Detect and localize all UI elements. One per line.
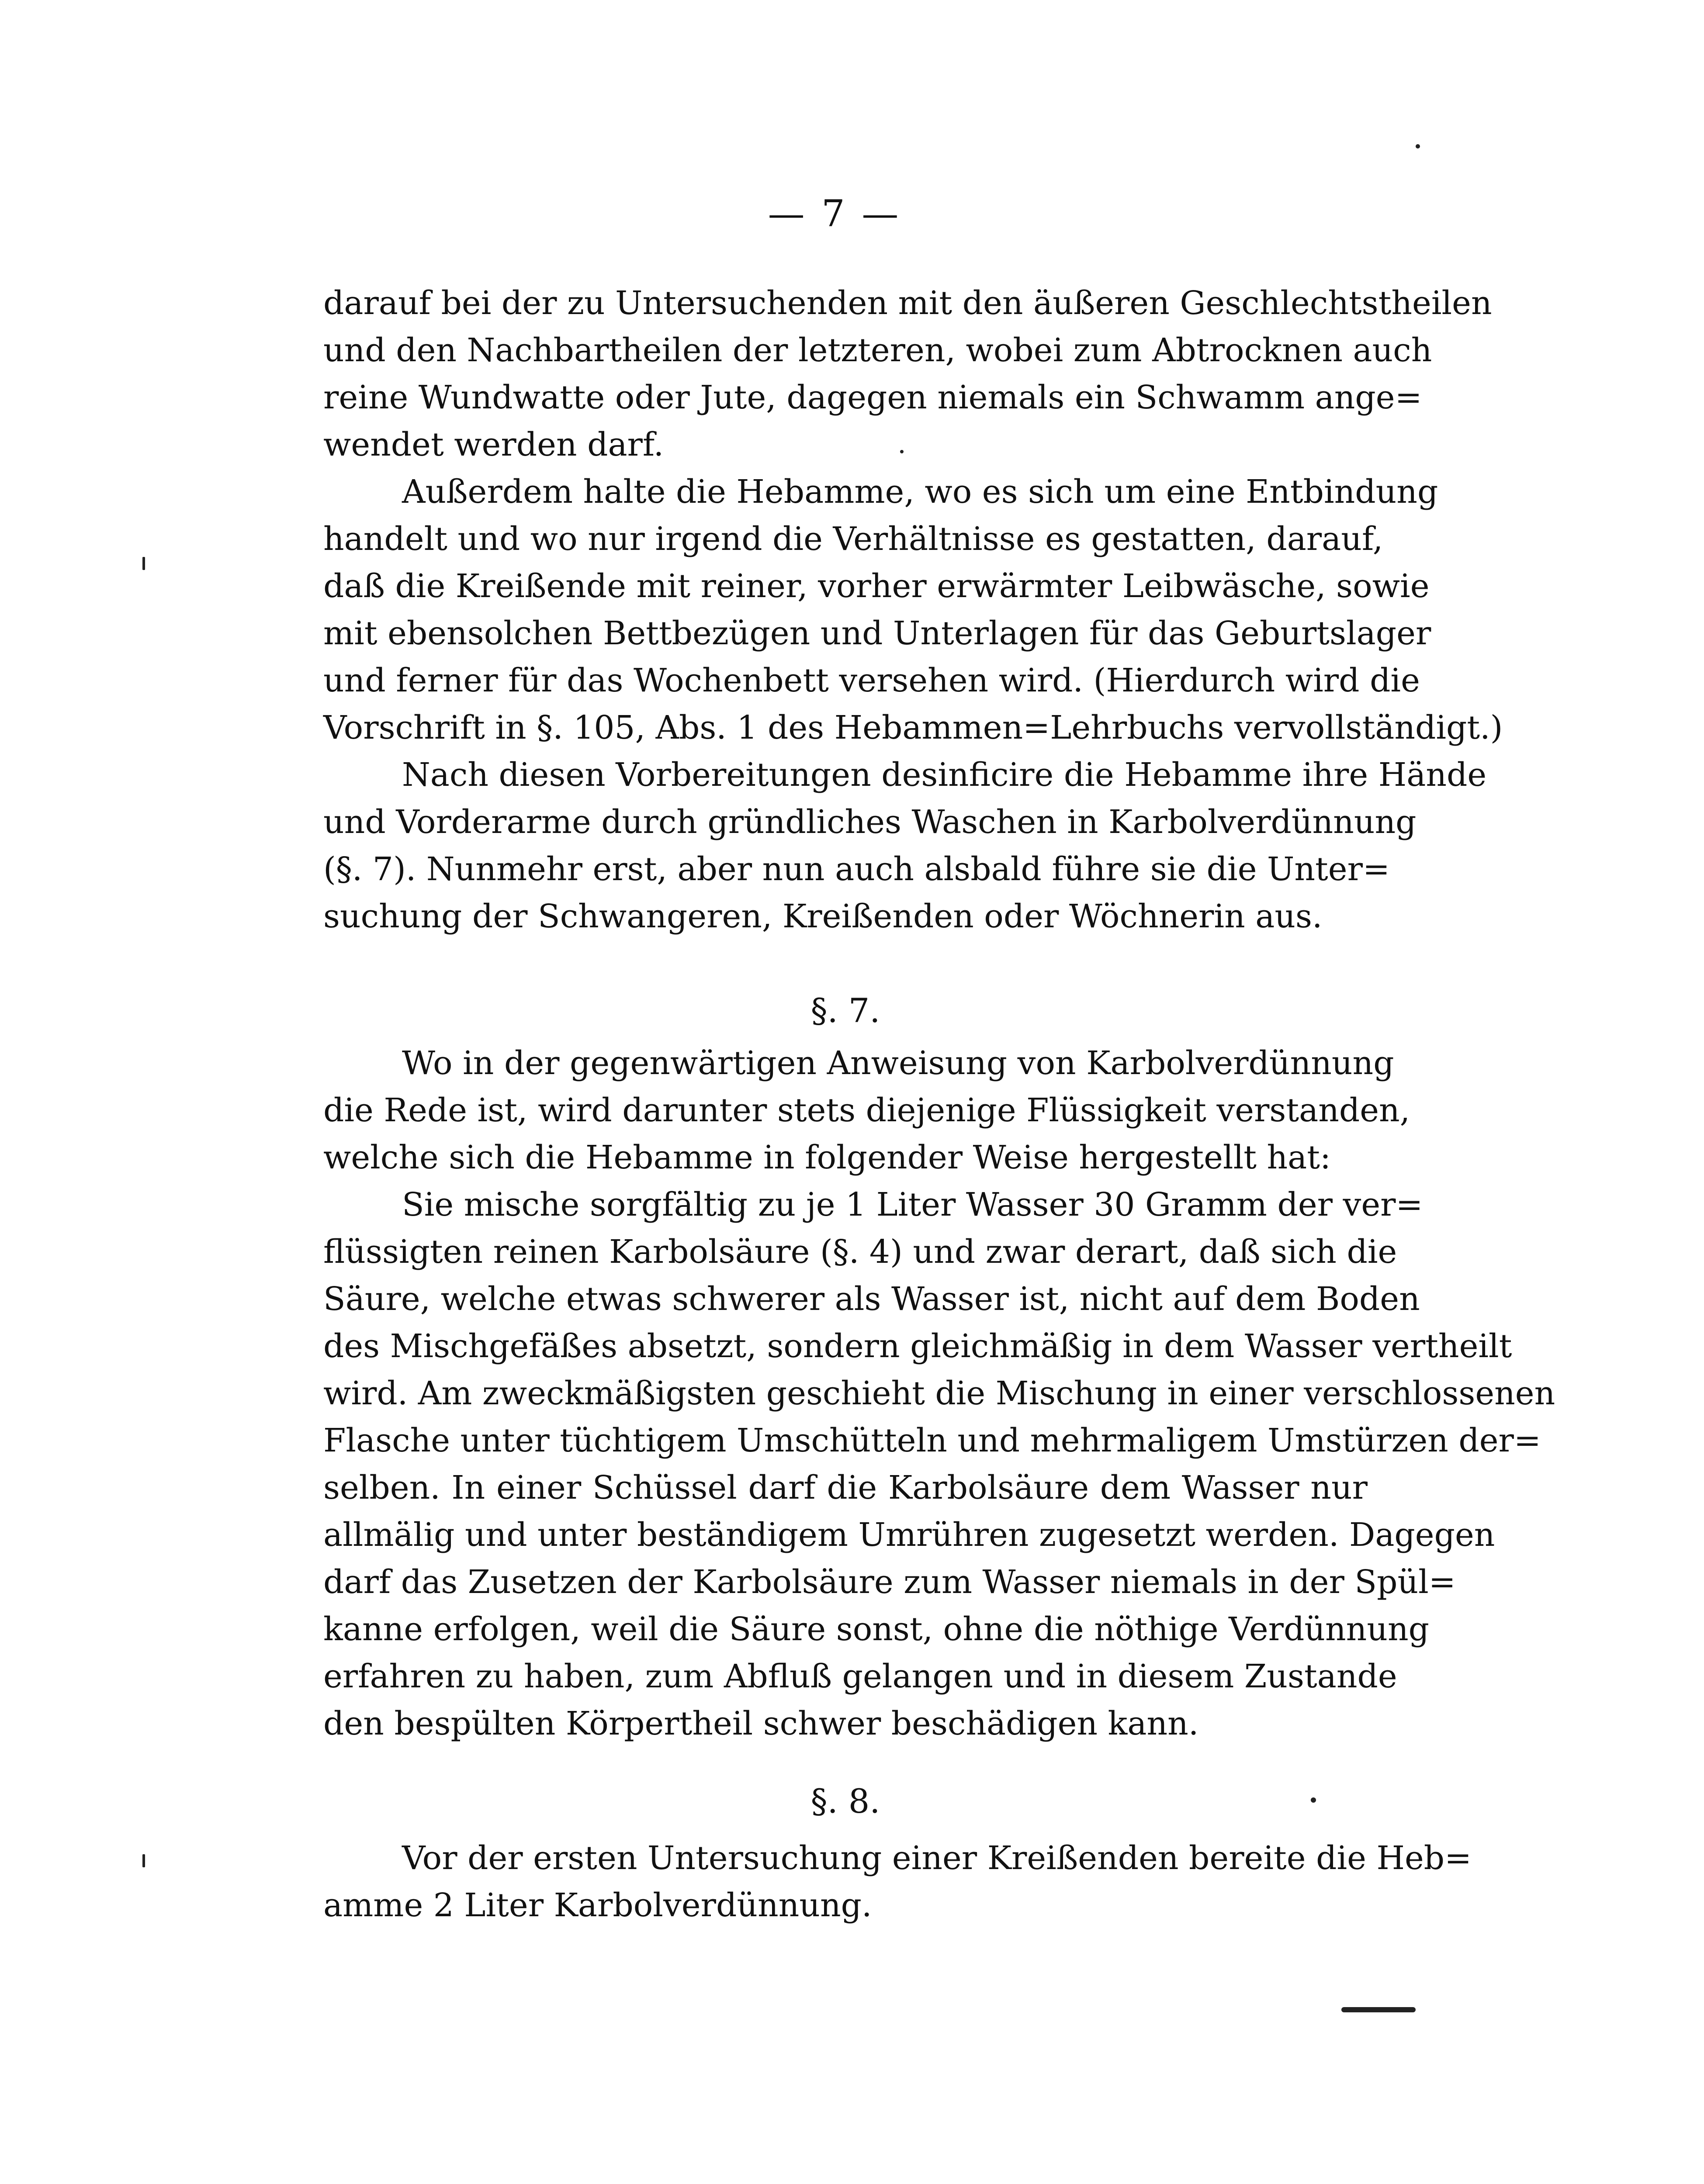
text-line: Sie mische sorgfältig zu je 1 Liter Wasser 30 Gramm der ver= xyxy=(402,1186,1423,1223)
text-line: den bespülten Körpertheil schwer beschädigen kann. xyxy=(323,1705,1199,1742)
text-line: und den Nachbartheilen der letzteren, wobei zum Abtrocknen auch xyxy=(323,332,1432,369)
print-speck xyxy=(1311,1797,1316,1803)
margin-tick xyxy=(142,557,145,570)
text-line: Nach diesen Vorbereitungen desinficire die Hebamme ihre Hände xyxy=(402,756,1487,794)
page-number: — 7 — xyxy=(768,192,901,235)
text-line: darauf bei der zu Untersuchenden mit den äußeren Geschlechtstheilen xyxy=(323,284,1492,322)
text-line: (§. 7). Nunmehr erst, aber nun auch alsbald führe sie die Unter= xyxy=(323,850,1390,888)
text-line: Wo in der gegenwärtigen Anweisung von Karbolverdünnung xyxy=(402,1044,1394,1082)
paragraph-mixing xyxy=(323,1181,1555,1747)
text-line: flüssigten reinen Karbolsäure (§. 4) und zwar derart, daß sich die xyxy=(323,1233,1397,1271)
text-line: erfahren zu haben, zum Abfluß gelangen und in diesem Zustande xyxy=(323,1658,1397,1695)
text-line: handelt und wo nur irgend die Verhältnisse es gestatten, darauf, xyxy=(323,520,1383,558)
margin-tick xyxy=(142,1854,145,1867)
text-line: Flasche unter tüchtigem Umschütteln und mehrmaligem Umstürzen der= xyxy=(323,1422,1541,1459)
text-line: und Vorderarme durch gründliches Waschen in Karbolverdünnung xyxy=(323,803,1417,841)
section-heading-8: §. 8. xyxy=(810,1782,880,1821)
text-line: wird. Am zweckmäßigsten geschieht die Mischung in einer verschlossenen xyxy=(323,1375,1555,1412)
text-line: suchung der Schwangeren, Kreißenden oder Wöchnerin aus. xyxy=(323,898,1323,935)
text-line: amme 2 Liter Karbolverdünnung. xyxy=(323,1887,872,1924)
print-speck xyxy=(1416,144,1420,149)
section-heading-7: §. 7. xyxy=(810,991,880,1030)
text-line: Vorschrift in §. 105, Abs. 1 des Hebammen=Lehrbuchs vervollständigt.) xyxy=(323,709,1503,746)
paragraph-preparation xyxy=(323,1835,1472,1929)
text-line: daß die Kreißende mit reiner, vorher erwärmter Leibwäsche, sowie xyxy=(323,567,1430,605)
paragraph-continuation xyxy=(323,280,1492,468)
text-line: Vor der ersten Untersuchung einer Kreißenden bereite die Heb= xyxy=(402,1839,1472,1877)
text-line: selben. In einer Schüssel darf die Karbolsäure dem Wasser nur xyxy=(323,1469,1368,1507)
print-speck xyxy=(900,450,904,453)
text-line: mit ebensolchen Bettbezügen und Unterlagen für das Geburtslager xyxy=(323,615,1431,652)
text-line: Säure, welche etwas schwerer als Wasser ist, nicht auf dem Boden xyxy=(323,1280,1420,1318)
text-line: Außerdem halte die Hebamme, wo es sich um eine Entbindung xyxy=(402,473,1438,511)
text-line: darf das Zusetzen der Karbolsäure zum Wasser niemals in der Spül= xyxy=(323,1563,1456,1601)
closing-dash xyxy=(1341,2007,1416,2012)
text-line: reine Wundwatte oder Jute, dagegen niemals ein Schwamm ange= xyxy=(323,379,1422,416)
text-line: und ferner für das Wochenbett versehen wird. (Hierdurch wird die xyxy=(323,662,1420,699)
text-line: des Mischgefäßes absetzt, sondern gleichmäßig in dem Wasser vertheilt xyxy=(323,1327,1512,1365)
text-line: kanne erfolgen, weil die Säure sonst, ohne die nöthige Verdünnung xyxy=(323,1610,1430,1648)
paragraph-disinfection xyxy=(323,751,1487,940)
text-line: die Rede ist, wird darunter stets diejenige Flüssigkeit verstanden, xyxy=(323,1092,1410,1129)
paragraph-linen xyxy=(323,468,1503,751)
text-line: welche sich die Hebamme in folgender Weise hergestellt hat: xyxy=(323,1139,1331,1176)
paragraph-definition xyxy=(323,1040,1410,1181)
text-line: allmälig und unter beständigem Umrühren zugesetzt werden. Dagegen xyxy=(323,1516,1495,1554)
text-line: wendet werden darf. xyxy=(323,426,664,463)
